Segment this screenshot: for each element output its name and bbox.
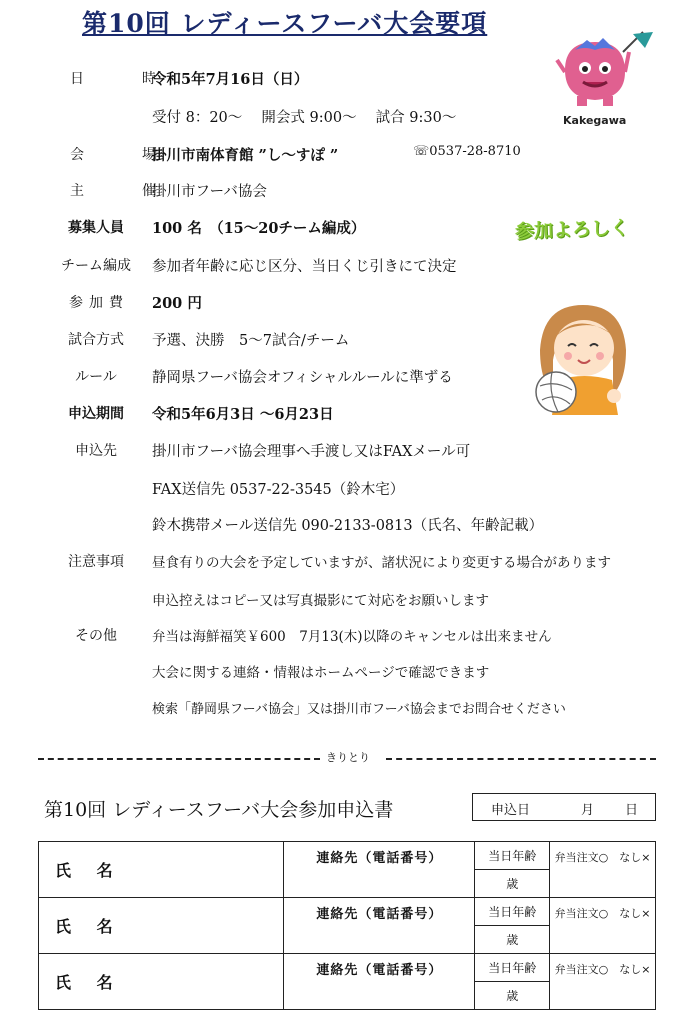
name-field[interactable]: 氏 名 bbox=[39, 954, 284, 1010]
contact-field[interactable]: 連絡先（電話番号） bbox=[284, 898, 475, 954]
info-row bbox=[0, 514, 696, 538]
bento-field[interactable]: 弁当注文○ なし× bbox=[550, 842, 656, 898]
info-row bbox=[0, 661, 696, 685]
row-value: 掛川市フーバ協会理事へ手渡し又はFAXメール可 bbox=[152, 444, 471, 460]
info-row bbox=[0, 551, 696, 575]
row-value: 掛川市フーバ協会 bbox=[152, 184, 267, 200]
row-label: 注意事項 bbox=[68, 554, 124, 570]
bento-field[interactable]: 弁当注文○ なし× bbox=[550, 898, 656, 954]
row-value: 掛川市南体育館 ”し～すぽ ” bbox=[152, 147, 339, 164]
row-label: 参加費 bbox=[69, 295, 129, 311]
date-label: 申込日 bbox=[491, 803, 531, 818]
info-row bbox=[0, 478, 696, 502]
info-row bbox=[0, 144, 696, 168]
row-value: 100 名 （15～20チーム編成） bbox=[152, 220, 366, 237]
cut-label: きりとり bbox=[326, 751, 370, 764]
age-field[interactable]: 歳 bbox=[475, 926, 550, 954]
row-value: 参加者年齢に応じ区分、当日くじ引きにて決定 bbox=[152, 259, 457, 275]
row-value: 静岡県フーバ協会オフィシャルルールに準ずる bbox=[152, 370, 453, 386]
row-value: 令和5年6月3日 ～6月23日 bbox=[152, 406, 334, 423]
greeting-text: 参加よろしく bbox=[514, 217, 630, 243]
row-value: 申込控えはコピー又は写真撮影にて対応をお願いします bbox=[152, 593, 489, 609]
cut-line-left bbox=[38, 758, 320, 760]
row-label: チーム編成 bbox=[61, 258, 131, 274]
row-label: 日 時 bbox=[70, 71, 178, 87]
row-value: 令和5年7月16日（日） bbox=[152, 71, 309, 88]
age-field[interactable]: 歳 bbox=[475, 982, 550, 1010]
row-label: 申込先 bbox=[75, 443, 117, 459]
info-row bbox=[0, 255, 696, 279]
name-field[interactable]: 氏 名 bbox=[39, 898, 284, 954]
info-row bbox=[0, 589, 696, 613]
row-value: 予選、決勝 5～7試合/チーム bbox=[152, 333, 350, 349]
row-value: FAX送信先 0537-22-3545（鈴木宅） bbox=[152, 482, 405, 498]
name-field[interactable]: 氏 名 bbox=[39, 842, 284, 898]
row-label: 募集人員 bbox=[68, 220, 124, 236]
contact-field[interactable]: 連絡先（電話番号） bbox=[284, 954, 475, 1010]
application-date-box[interactable] bbox=[472, 793, 656, 821]
page-title: 第10回 レディースフーバ大会要項 bbox=[82, 9, 488, 38]
age-label: 当日年齢 bbox=[475, 842, 550, 870]
row-value: 鈴木携帯メール送信先 090-2133-0813（氏名、年齢記載） bbox=[152, 518, 544, 534]
row-label: その他 bbox=[75, 628, 117, 644]
info-row bbox=[0, 366, 696, 390]
entry-table bbox=[38, 841, 656, 1010]
month-label: 月 bbox=[581, 803, 595, 818]
row-value: 検索「静岡県フーバ協会」又は掛川市フーバ協会までお問合せください bbox=[152, 702, 566, 717]
info-row bbox=[0, 403, 696, 427]
phone-number: ☏0537-28-8710 bbox=[413, 144, 521, 159]
entry-row bbox=[39, 898, 656, 926]
info-row bbox=[0, 106, 696, 130]
row-value: 弁当は海鮮福笑￥600 7月13(木)以降のキャンセルは出来ません bbox=[152, 629, 552, 645]
age-field[interactable]: 歳 bbox=[475, 870, 550, 898]
row-label: 試合方式 bbox=[68, 332, 124, 348]
form-title: 第10回 レディースフーバ大会参加申込書 bbox=[44, 799, 394, 821]
age-label: 当日年齢 bbox=[475, 954, 550, 982]
row-value: 受付 8：20～ 開会式 9:00～ 試合 9:30～ bbox=[152, 110, 457, 126]
row-label: 申込期間 bbox=[68, 406, 124, 422]
girl-with-ball-illustration bbox=[528, 300, 638, 415]
entry-row bbox=[39, 954, 656, 982]
row-value: 昼食有りの大会を予定していますが、諸状況により変更する場合があります bbox=[152, 555, 611, 571]
mascot-caption: Kakegawa bbox=[563, 114, 627, 127]
info-row bbox=[0, 180, 696, 204]
info-row bbox=[0, 292, 696, 316]
contact-field[interactable]: 連絡先（電話番号） bbox=[284, 842, 475, 898]
info-row bbox=[0, 68, 696, 92]
info-row bbox=[0, 329, 696, 353]
info-row bbox=[0, 217, 696, 241]
age-label: 当日年齢 bbox=[475, 898, 550, 926]
entry-row bbox=[39, 842, 656, 870]
row-label: 主 催 bbox=[70, 183, 178, 199]
row-label: ルール bbox=[75, 369, 117, 385]
cut-line-right bbox=[386, 758, 656, 760]
row-value: 200 円 bbox=[152, 295, 202, 312]
info-row bbox=[0, 698, 696, 722]
info-row bbox=[0, 625, 696, 649]
info-row bbox=[0, 440, 696, 464]
bento-field[interactable]: 弁当注文○ なし× bbox=[550, 954, 656, 1010]
row-label: 会 場 bbox=[70, 147, 178, 163]
row-value: 大会に関する連絡・情報はホームページで確認できます bbox=[152, 665, 490, 681]
day-label: 日 bbox=[625, 803, 639, 818]
